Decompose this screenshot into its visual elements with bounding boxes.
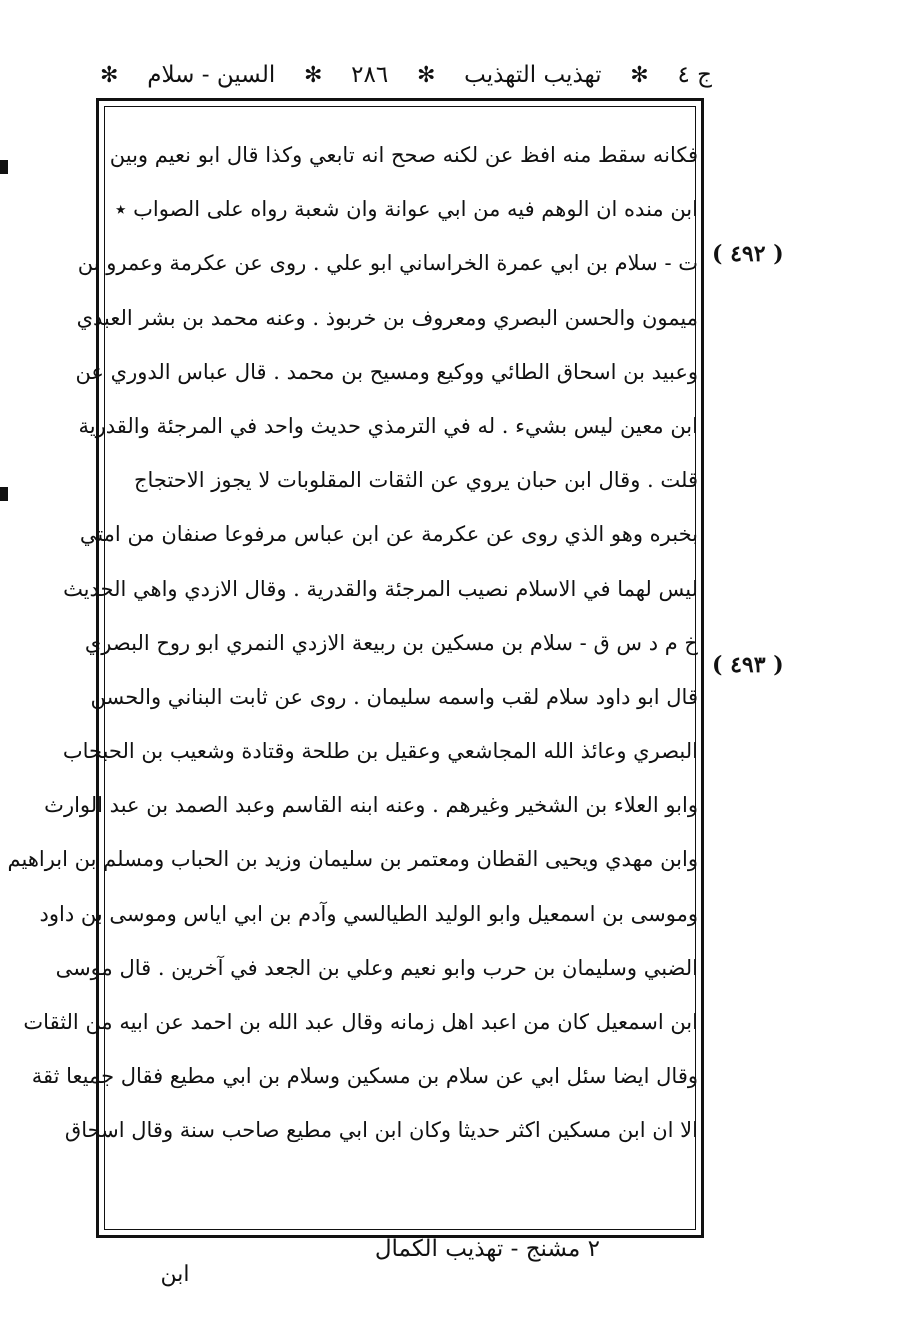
running-header (100, 52, 712, 98)
text-line: وابو العلاء بن الشخير وغيرهم . وعنه ابنه القاسم وعبد الصمد بن عبد الوارث (44, 793, 698, 818)
body-text (7, 128, 698, 1158)
text-line: وابن مهدي ويحيى القطان ومعتمر بن سليمان وزيد بن الحباب ومسلم بن ابراهيم (7, 847, 698, 872)
text-line: البصري وعائذ الله المجاشعي وعقيل بن طلحة وقتادة وشعيب بن الحبحاب (62, 739, 698, 764)
text-line: بخبره وهو الذي روى عن عكرمة عن ابن عباس مرفوعا صنفان من امتي (79, 522, 698, 547)
entry-number-493: ( ٤٩٣ ) (712, 652, 784, 678)
ornament-star-icon: ✻ (303, 62, 323, 88)
scan-edge-mark (0, 160, 8, 174)
text-line: وعبيد بن اسحاق الطائي ووكيع ومسيح بن محمد . قال عباس الدوري عن (75, 359, 698, 384)
footnote: ٢ مشنج - تهذيب الكمال (374, 1236, 600, 1262)
header-volume: ج ٤ (677, 62, 712, 88)
text-line: ابن منده ان الوهم فيه من ابي عوانة وان شعبة رواه على الصواب ٭ (115, 197, 698, 222)
header-page-number: ٢٨٦ (351, 62, 389, 88)
text-line: ابن اسمعيل كان من اعبد اهل زمانه وقال عبد الله بن احمد عن ابيه من الثقات (23, 1010, 698, 1034)
text-line: قلت . وقال ابن حبان يروي عن الثقات المقلوبات لا يجوز الاحتجاج (133, 468, 698, 493)
text-line: الضبي وسليمان بن حرب وابو نعيم وعلي بن الجعد في آخرين . قال موسى (55, 955, 698, 980)
entry-number-492: ( ٤٩٢ ) (712, 241, 784, 267)
scan-edge-mark (0, 487, 8, 501)
header-section: السين - سلام (147, 62, 276, 88)
text-line: وقال ايضا سئل ابي عن سلام بن مسكين وسلام بن ابي مطيع فقال جميعا ثقة (31, 1064, 698, 1089)
text-line: الا ان ابن مسكين اكثر حديثا وكان ابن ابي مطيع صاحب سنة وقال اسحاق (64, 1118, 698, 1143)
text-line: ليس لهما في الاسلام نصيب المرجئة والقدرية . وقال الازدي واهي الحديث (63, 576, 698, 601)
text-line: ابن معين ليس بشيء . له في الترمذي حديث واحد في المرجئة والقدرية (78, 413, 698, 438)
text-line: خ م د س ق - سلام بن مسكين بن ربيعة الازدي النمري ابو روح البصري (84, 630, 698, 655)
text-line: ميمون والحسن البصري ومعروف بن خربوذ . وعنه محمد بن بشر العبدي (76, 305, 698, 330)
text-line: قال ابو داود سلام لقب واسمه سليمان . روى عن ثابت البناني والحسن (90, 684, 698, 709)
text-line: ت - سلام بن ابي عمرة الخراساني ابو علي . روى عن عكرمة وعمرو بن (77, 251, 698, 276)
ornament-star-icon: ✻ (630, 62, 649, 88)
text-line: فكانه سقط منه افظ عن لكنه صحح انه تابعي وكذا قال ابو نعيم وبين (109, 143, 698, 167)
header-book-title: تهذيب التهذيب (464, 62, 602, 88)
ornament-star-icon: ✻ (100, 62, 119, 88)
text-line: وموسى بن اسمعيل وابو الوليد الطيالسي وآدم بن ابي اياس وموسى بن داود (39, 901, 698, 926)
catchword: ابن (160, 1262, 190, 1287)
ornament-star-icon: ✻ (416, 62, 436, 88)
